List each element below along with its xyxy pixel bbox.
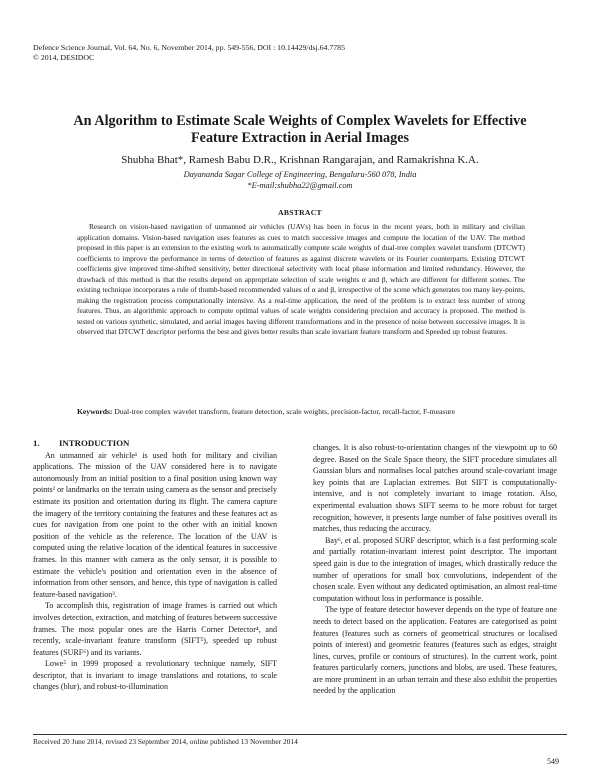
journal-header bbox=[33, 43, 345, 63]
author-list: Shubha Bhat*, Ramesh Babu D.R., Krishnan Rangarajan, and Ramakrishna K.A. bbox=[121, 154, 479, 166]
intro-paragraph-4: changes. It is also robust-to-orientation changes of the viewpoint up to 60 degree. Based on the Scale Space theory, the SIFT procedure simulates all Gaussian blurs and normalises local patches around scale-covariant image key points that are Laplacian extremes. But SIFT is computationally-intensive, and is not completely invariant to image rotation. Also, experimental evaluation shows SIFT seems to be more robust for target recognition, however, it presents large number of false positives overall its matches, thus reducing the accuracy. bbox=[313, 443, 557, 534]
right-column bbox=[313, 442, 557, 697]
affiliation-block bbox=[40, 170, 560, 191]
page-number: 549 bbox=[547, 757, 559, 766]
email: *E-mail:shubha22@gmail.com bbox=[247, 180, 353, 190]
abstract-heading: ABSTRACT bbox=[278, 208, 322, 217]
paper-title: An Algorithm to Estimate Scale Weights of Complex Wavelets for Effective Feature Extraction in Aerial Images bbox=[73, 113, 527, 146]
section-heading bbox=[33, 438, 277, 450]
journal-citation: Defence Science Journal, Vol. 64, No. 6, November 2014, pp. 549-556, DOI : 10.14429/dsj.64.7785 bbox=[33, 43, 345, 52]
intro-paragraph-5: Bay⁶, et al. proposed SURF descriptor, which is a fast performing scale and partially rotation-invariant interest point descriptor. The important speed gain is due to the integration of images, which drastically reduce the number of operations for small box convolutions, independent of the chosen scale. Even without any dedicated optimisation, an almost real-time computation without loss in performance is possible. bbox=[313, 535, 557, 603]
left-column bbox=[33, 438, 277, 693]
intro-paragraph-1: An unmanned air vehicle¹ is used both for military and civilian applications. The mission of the UAV considered here is to navigate autonomously from an initial position to a final position using known way points² or landmarks on the terrain using camera as the sensor and precisely estimate its position and orientation during its flight. The camera capture the imagery of the territory containing the features and these features act as cues for navigation from one point to the other with an initial known position of the vehicle as the reference. The location of the UAV is computed using the relative location of the identical features in successive frames. In this manner with camera as the only sensor, it is possible to estimate the vehicle's position and orientation even in the absence of information from other sensors, and hence, this type of navigation is called feature-based navigation³. bbox=[33, 450, 277, 599]
abstract-text: Research on vision-based navigation of unmanned air vehicles (UAVs) has been in focus in the recent years, both in military and civilian application domains. Vision-based navigation uses features as cues to match successive images and compute the location of the UAV. The method proposed in this paper is an extension to the existing work to automatically compute scale weights of dual-tree complex wavelet transform (DTCWT) coefficients to improve the performance in terms of detection of features as against discrete wavelets or its Fourier counterparts. Existing DTCWT coefficients give improved time-shifted sensitivity, better directional selectivity with local phase information and limited redundancy. However, the drawback of this method is that the results depend on appropriate selection of scale weights α and β, which are different for different scenes. The existing technique incorporates a rule of thumb-based recommended values of α and β, irrespective of the scene which generates too many key-points, making the registration process computationally intensive. As a real-time application, the need of the problem is to extract less number of strong features. Thus, an algorithmic approach to compute optimal values of scale weights considering precision and accuracy is proposed. The method is tested on various synthetic, simulated, and aerial images having different transformations and in the presence of noise between successive images. It is observed that DTCWT descriptor performs the best and gives better results than scale invariant feature transform and Speeded up robust features. bbox=[77, 222, 525, 336]
copyright-line: © 2014, DESIDOC bbox=[33, 53, 95, 62]
received-dates: Received 20 June 2014, revised 23 September 2014, online published 13 November 2014 bbox=[33, 737, 298, 746]
keywords bbox=[77, 407, 525, 417]
intro-paragraph-2: To accomplish this, registration of image frames is carried out which involves detection, extraction, and matching of features between successive frames. The most popular ones are the Harris Corner Detector⁴, and recently, scale-invariant feature transform (SIFT⁵), speeded up robust features (SURF⁶) and its variants. bbox=[33, 601, 277, 657]
keywords-label: Keywords: bbox=[77, 407, 113, 416]
section-title: INTRODUCTION bbox=[59, 438, 130, 448]
intro-paragraph-6: The type of feature detector however depends on the type of feature one needs to detect based on the application. Features are categorised as point features (features such as corners of geometrical structures or localised points of interest) and geometric features (features such as edges, straight lines, curves, profile or contours of structures). In the current work, point features particularly corners, junctions and blobs, are used. These features, are more prominent in an urban terrain and these also exhibit the properties needed by the application bbox=[313, 605, 557, 696]
affiliation: Dayananda Sagar College of Engineering, Bengaluru-560 078, India bbox=[183, 170, 417, 179]
section-number: 1. bbox=[33, 438, 40, 448]
footer-rule bbox=[33, 734, 567, 735]
keywords-text: Dual-tree complex wavelet transform, feature detection, scale weights, precision-factor, recall-factor, F-measure bbox=[114, 407, 456, 416]
intro-paragraph-3: Lowe⁵ in 1999 proposed a revolutionary technique namely, SIFT descriptor, that is invariant to image translations and rotations, to scale changes (blur), and robust-to-illumination bbox=[33, 659, 277, 692]
